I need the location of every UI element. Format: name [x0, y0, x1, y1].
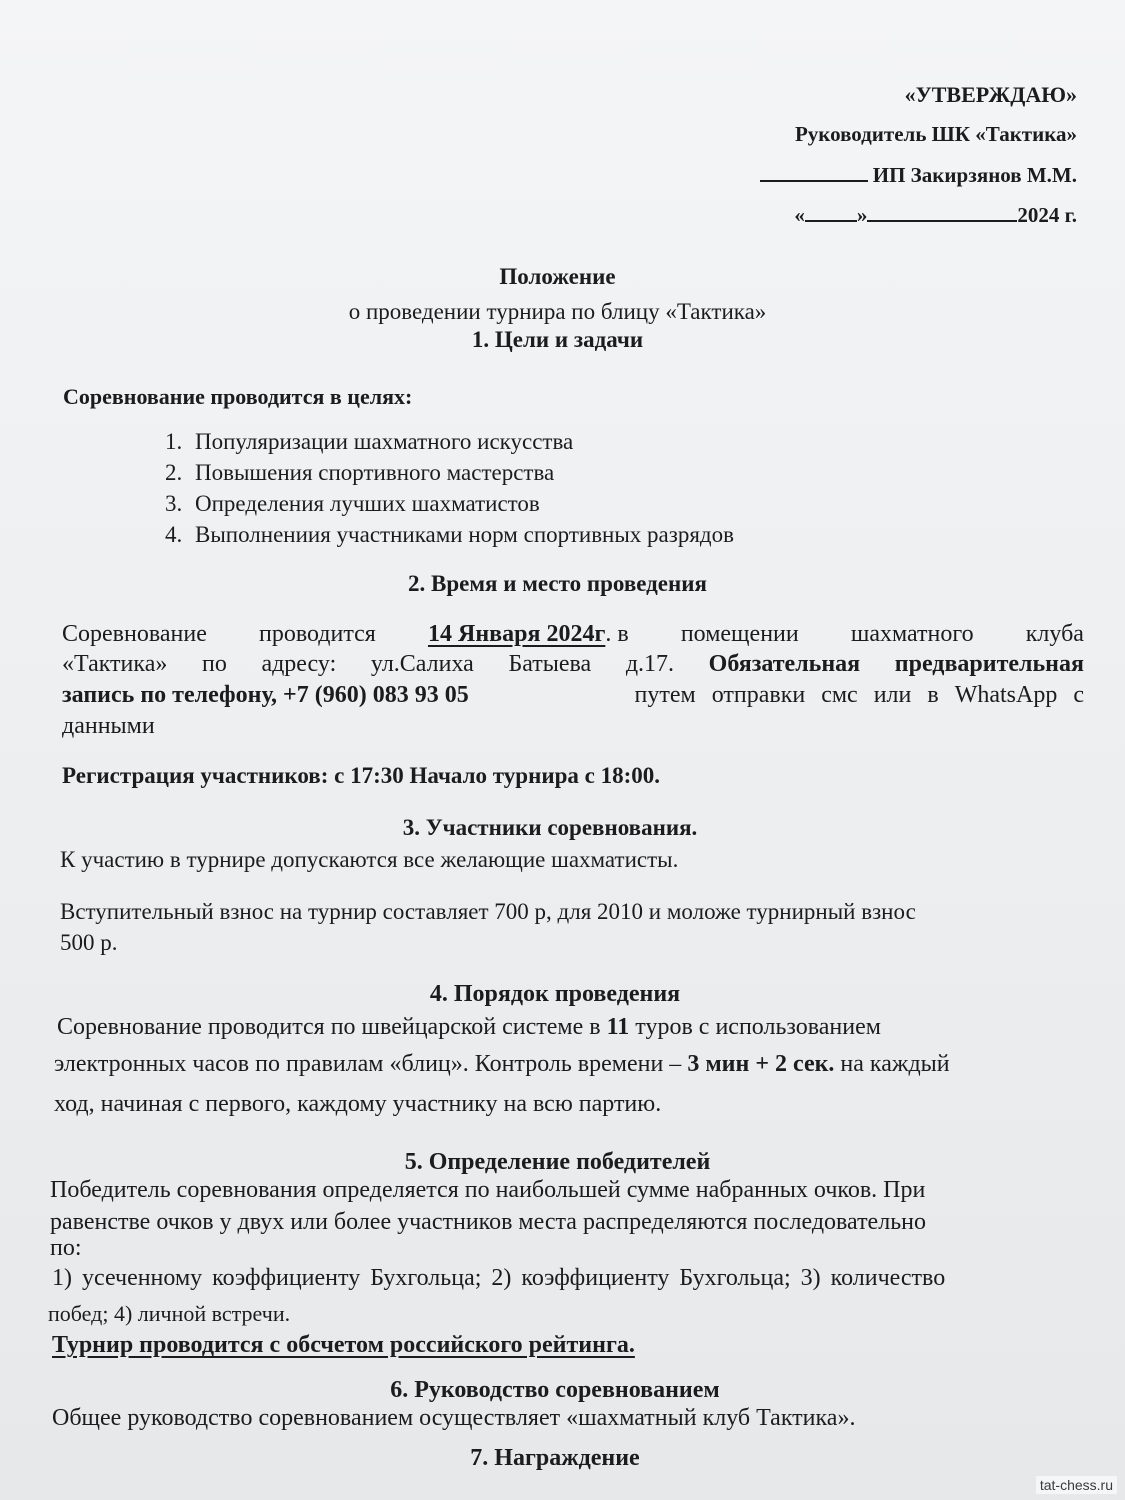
section4-line1: [57, 1015, 881, 1039]
month-blank: [867, 204, 1017, 222]
section4-heading: 4. Порядок проведения: [429, 981, 681, 1007]
word: д.17.: [625, 651, 675, 677]
time-control: 3 мин + 2 сек.: [687, 1051, 835, 1077]
registration-time: Регистрация участников: с 17:30 Начало турнира с 18:00.: [62, 763, 660, 788]
phone-block: [62, 683, 469, 707]
section5-line1: Победитель соревнования определяется по наибольшей сумме набранных очков. При: [50, 1177, 926, 1203]
word: Обязательная: [708, 651, 861, 677]
section6-text: Общее руководство соревнованием осуществляет «шахматный клуб Тактика».: [52, 1405, 856, 1431]
word: шахматного: [850, 621, 974, 647]
signup-method: путем отправки смс или в WhatsApp с: [634, 682, 1084, 708]
section3-p2b: 500 р.: [60, 930, 118, 955]
word: «Тактика»: [62, 651, 168, 677]
page-subtitle: о проведении турнира по блицу «Тактика»: [348, 299, 767, 324]
section6-heading: 6. Руководство соревнованием: [390, 1377, 720, 1403]
day-blank: [805, 204, 857, 222]
approval-role: Руководитель ШК «Тактика»: [794, 122, 1077, 146]
list-item: 1. Популяризации шахматного искусства: [165, 429, 574, 454]
word: адресу:: [261, 651, 337, 677]
text: электронных часов по правилам «блиц». Контроль времени –: [54, 1051, 688, 1077]
list-item: 2. Повышения спортивного мастерства: [165, 460, 555, 485]
section2-line4: данными: [62, 713, 155, 739]
section3-p1: К участию в турнире допускаются все желающие шахматисты.: [60, 847, 679, 872]
event-date: [428, 622, 629, 646]
section1-intro: Соревнование проводится в целях:: [63, 384, 413, 409]
section3-heading: 3. Участники соревнования.: [402, 815, 698, 840]
section5-heading: 5. Определение победителей: [404, 1149, 711, 1175]
section5-line3: по:: [50, 1235, 82, 1261]
rounds-count: 11: [606, 1014, 630, 1040]
list-item: 3. Определения лучших шахматистов: [165, 491, 540, 516]
word: помещении: [680, 621, 799, 647]
section7-heading: 7. Награждение: [470, 1445, 640, 1471]
page-title: Положение: [499, 264, 616, 289]
word: проводится: [258, 621, 376, 647]
section3-p2a: Вступительный взнос на турнир составляет 700 р, для 2010 и моложе турнирный взнос: [60, 899, 916, 924]
section2-line1: [62, 622, 1084, 646]
site-watermark: tat-chess.ru: [1036, 1476, 1117, 1494]
word: клуба: [1025, 621, 1084, 647]
section5-line4: 1) усеченному коэффициенту Бухгольца; 2) коэффициенту Бухгольца; 3) количество: [52, 1265, 946, 1291]
phone-number: , +7 (960) 083 93 05: [271, 682, 469, 708]
section5-line5: побед; 4) личной встречи.: [48, 1301, 291, 1326]
word: Соревнование: [62, 621, 207, 647]
section2-line3: [62, 683, 1084, 707]
section2-line2: [62, 652, 1084, 676]
word: ул.Салиха: [370, 651, 474, 677]
text: на каждый: [834, 1051, 950, 1077]
section2-heading: 2. Время и место проведения: [408, 571, 707, 596]
rating-note: Турнир проводится с обсчетом российского рейтинга.: [52, 1332, 635, 1358]
approval-signer: ИП Закирзянов М.М.: [872, 163, 1077, 187]
date-quote-close: »: [856, 203, 868, 227]
section4-line3: ход, начиная с первого, каждому участнику на всю партию.: [54, 1091, 662, 1117]
date-quote-open: «: [794, 203, 805, 227]
approval-signer-line: [760, 164, 1078, 186]
signature-blank: [760, 164, 868, 182]
event-date-value: 14 Января 2024г: [427, 621, 606, 647]
approval-date-line: [794, 204, 1077, 226]
text: Соревнование проводится по швейцарской системе в: [57, 1014, 607, 1040]
approval-title: «УТВЕРЖДАЮ»: [904, 82, 1077, 107]
list-item: 4. Выполнениия участниками норм спортивных разрядов: [165, 522, 734, 547]
section4-line2: [54, 1052, 950, 1076]
signup-note: запись по телефону: [62, 682, 272, 708]
section5-line2: равенстве очков у двух или более участников места распределяются последовательно: [50, 1209, 926, 1235]
section1-heading: 1. Цели и задачи: [471, 327, 644, 352]
word: . в: [605, 621, 629, 647]
word: предварительная: [894, 651, 1084, 677]
text: туров с использованием: [629, 1014, 881, 1040]
word: по: [201, 651, 227, 677]
word: Батыева: [508, 651, 592, 677]
approval-year: 2024 г.: [1017, 203, 1077, 227]
